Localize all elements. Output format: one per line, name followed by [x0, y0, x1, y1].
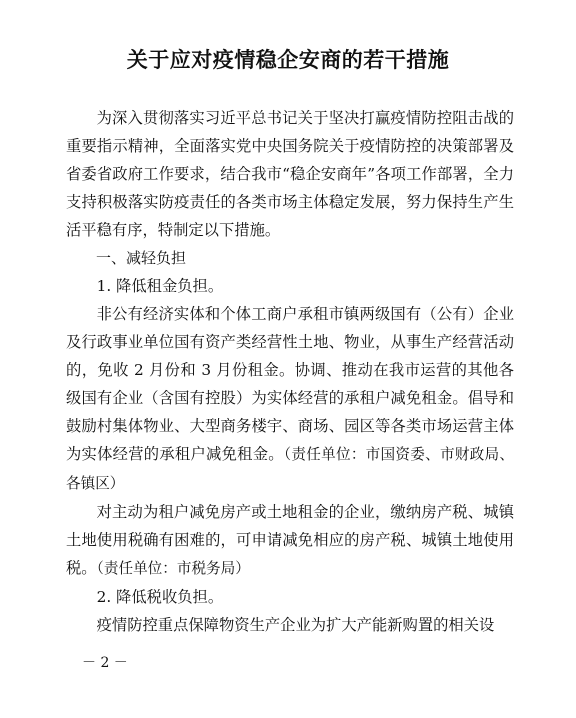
rent-responsible-units: （责任单位：市国资委、市财政局、各镇区） — [66, 446, 514, 492]
item-heading-tax: 2. 降低税收负担。 — [96, 588, 224, 606]
property-tax-paragraph — [66, 498, 514, 583]
tax-paragraph: 疫情防控重点保障物资生产企业为扩大产能新购置的相关设 — [96, 616, 495, 634]
item-heading-rent: 1. 降低租金负担。 — [96, 277, 224, 295]
document-title: 关于应对疫情稳企安商的若干措施 — [126, 47, 450, 72]
rent-paragraph-text: 非公有经济实体和个体工商户承租市镇两级国有（公有）企业及行政事业单位国有资产类经营性土地、物业，从事生产经营活动的，免收 2 月份和 3 月份租金。协调、推动在我市运营的其他各级国有企业（含国有控股）为实体经营的承租户减免租金。倡导和鼓励村集体物业、大型商务楼宇、商场、园区等各类市场运营主体为实体经营的承租户减免租金。 — [66, 305, 514, 463]
page-number: － 2 － — [82, 655, 128, 671]
property-tax-responsible-unit: （责任单位：市税务局） — [96, 560, 250, 577]
intro-paragraph: 为深入贯彻落实习近平总书记关于坚决打赢疫情防控阻击战的重要指示精神，全面落实党中央国务院关于疫情防控的决策部署及省委省政府工作要求，结合我市“稳企安商年”各项工作部署，全力支持积极落实防疫责任的各类市场主体稳定发展，努力保持生产生活平稳有序，特制定以下措施。 — [66, 109, 514, 239]
property-tax-paragraph-text: 对主动为租户减免房产或土地租金的企业，缴纳房产税、城镇土地使用税确有困难的，可申请减免相应的房产税、城镇土地使用税。 — [66, 503, 514, 577]
document-body — [66, 104, 514, 639]
rent-paragraph — [66, 300, 514, 498]
section-heading-reduce-burden: 一、减轻负担 — [96, 249, 187, 267]
